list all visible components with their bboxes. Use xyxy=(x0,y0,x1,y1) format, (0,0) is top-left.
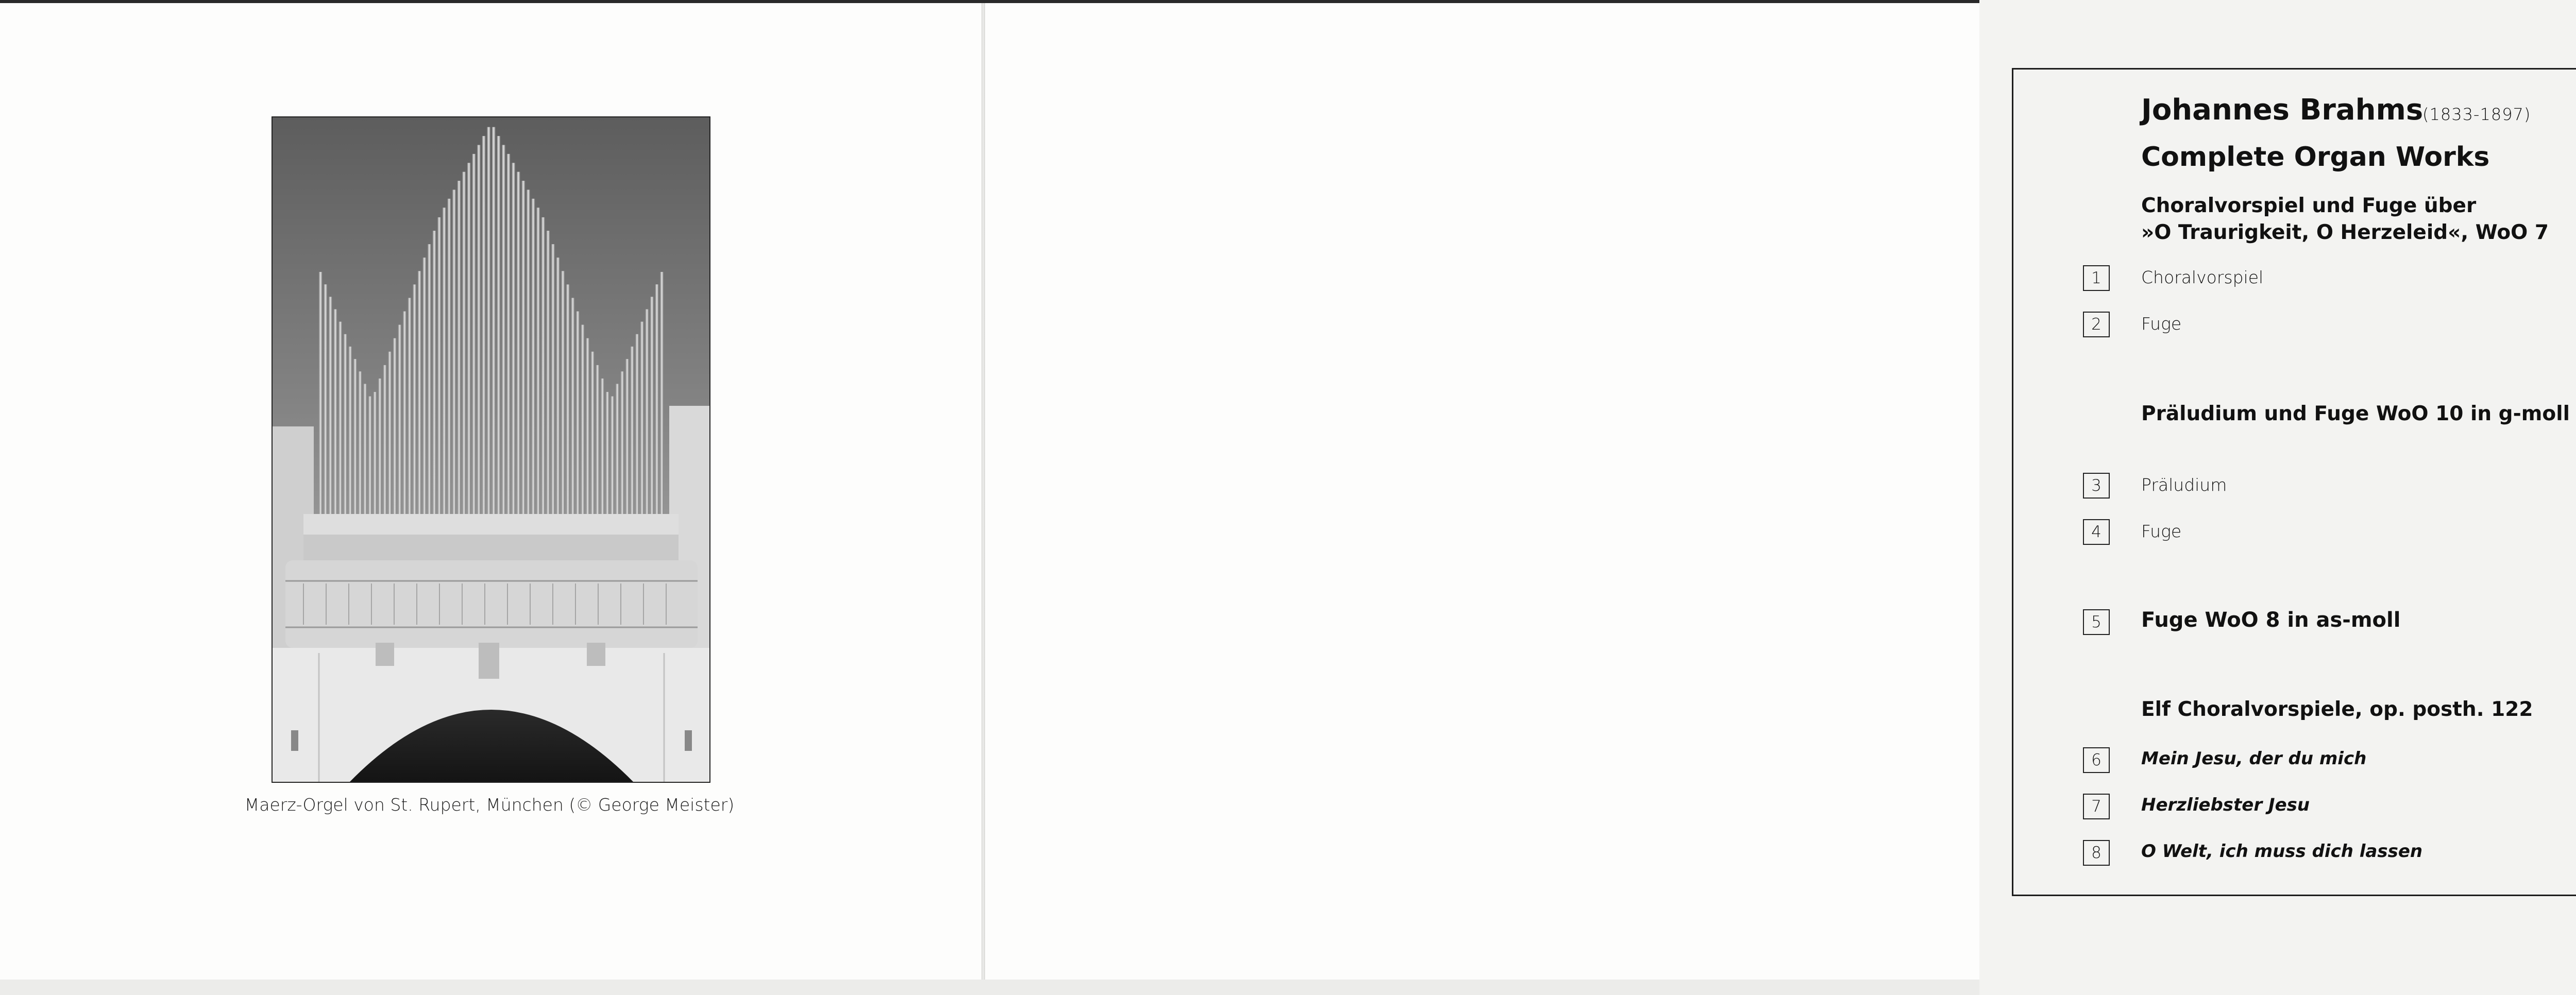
organ-pipe xyxy=(457,181,461,514)
organ-pipe xyxy=(566,284,570,514)
track-number: 6 xyxy=(2083,747,2110,773)
work-title-line: »O Traurigkeit, O Herzeleid«, WoO 7 xyxy=(2141,221,2549,244)
organ-pipe xyxy=(433,231,436,514)
organ-pipe xyxy=(408,298,412,514)
organ-pipe xyxy=(477,145,481,514)
track-number: 7 xyxy=(2083,794,2110,819)
album-title: Complete Organ Works xyxy=(2141,142,2490,173)
organ-pipe xyxy=(556,258,560,514)
organ-pipe xyxy=(428,244,431,514)
organ-pipe xyxy=(452,190,456,514)
organ-pipe xyxy=(349,347,352,514)
organ-pipe xyxy=(625,359,629,514)
organ-pipe xyxy=(363,384,367,514)
organ-pipe xyxy=(571,298,575,514)
track-title: Herzliebster Jesu xyxy=(2141,795,2310,815)
organ-pipe xyxy=(338,322,342,514)
organ-pipe xyxy=(532,199,535,514)
organ-pipe xyxy=(378,379,382,514)
photo-caption: Maerz-Orgel von St. Rupert, München (© George Meister) xyxy=(244,795,735,815)
organ-pipe xyxy=(536,208,540,514)
scan-bottom-edge xyxy=(0,980,1979,995)
organ-pipe xyxy=(527,190,530,514)
organ-pipe xyxy=(398,325,402,514)
track-title: Mein Jesu, der du mich xyxy=(2141,748,2367,769)
organ-pipe xyxy=(646,309,649,514)
track-list-box xyxy=(2012,68,2576,896)
track-number: 3 xyxy=(2083,473,2110,499)
organ-pipe xyxy=(616,384,619,514)
track-title: Fuge WoO 8 in as-moll xyxy=(2141,608,2401,632)
organ-pipe xyxy=(611,397,614,514)
organ-pipe xyxy=(388,352,392,514)
organ-pipe xyxy=(561,271,565,514)
work-title-line: Präludium und Fuge WoO 10 in g-moll xyxy=(2141,402,2570,425)
organ-pipe xyxy=(502,145,505,514)
organ-pipe xyxy=(547,231,550,514)
track-number: 2 xyxy=(2083,312,2110,337)
composer-dates: (1833-1897) xyxy=(2422,105,2531,124)
organ-pipe xyxy=(517,172,520,514)
organ-pipe xyxy=(359,371,362,514)
organ-pipe xyxy=(437,217,441,514)
organ-pipe xyxy=(635,334,639,514)
organ-pipe xyxy=(383,365,387,514)
organ-pipe xyxy=(497,136,501,514)
organ-pipe xyxy=(393,338,397,514)
organ-pipe xyxy=(586,338,589,514)
organ-pipe xyxy=(467,163,471,514)
organ-pipe xyxy=(655,284,659,514)
organ-pipe xyxy=(368,397,372,514)
track-number: 4 xyxy=(2083,519,2110,545)
organ-pipe xyxy=(512,163,515,514)
organ-pipe xyxy=(319,272,323,514)
organ-pipe xyxy=(601,379,604,514)
track-number: 8 xyxy=(2083,840,2110,866)
track-number: 5 xyxy=(2083,609,2110,635)
track-title: Fuge xyxy=(2141,314,2182,334)
organ-pipe xyxy=(353,359,357,514)
booklet-left-page xyxy=(0,3,981,980)
organ-pipe xyxy=(551,244,555,514)
organ-pipe xyxy=(487,127,490,514)
organ-pipe xyxy=(576,312,580,514)
organ-pipe xyxy=(344,334,347,514)
organ-pipe xyxy=(507,154,511,514)
organ-pipe xyxy=(324,284,328,514)
track-title: Fuge xyxy=(2141,521,2182,541)
booklet-spine xyxy=(981,3,985,980)
track-title: Choralvorspiel xyxy=(2141,267,2264,287)
organ-pipe xyxy=(606,392,609,514)
organ-pipe xyxy=(443,208,446,514)
organ-pipe xyxy=(413,284,416,514)
organ-pipe xyxy=(374,392,377,514)
organ-pipe xyxy=(492,127,496,514)
organ-pipe xyxy=(660,272,664,514)
organ-pipe xyxy=(522,181,526,514)
organ-pipe xyxy=(591,352,595,514)
organ-pipe xyxy=(482,136,486,514)
organ-pipe xyxy=(423,258,427,514)
organ-photo xyxy=(272,116,710,783)
track-title: O Welt, ich muss dich lassen xyxy=(2141,841,2423,862)
organ-pipe xyxy=(541,217,545,514)
organ-pipe xyxy=(462,172,466,514)
composer-name: Johannes Brahms xyxy=(2141,93,2424,127)
organ-pipe xyxy=(403,312,406,514)
organ-pipe xyxy=(418,271,421,514)
organ-pipe xyxy=(581,325,585,514)
track-title: Präludium xyxy=(2141,475,2227,495)
work-title-line: Choralvorspiel und Fuge über xyxy=(2141,194,2477,217)
organ-pipe xyxy=(448,199,451,514)
organ-pipe xyxy=(472,154,476,514)
work-title-line: Elf Choralvorspiele, op. posth. 122 xyxy=(2141,698,2533,721)
organ-pipe xyxy=(640,322,644,514)
track-number: 1 xyxy=(2083,265,2110,291)
booklet-right-page xyxy=(985,3,2570,980)
organ-pipe xyxy=(334,309,337,514)
organ-pipe xyxy=(329,297,332,514)
organ-pipe xyxy=(631,347,634,514)
organ-pipe xyxy=(596,365,600,514)
organ-pipe xyxy=(650,297,654,514)
organ-pipe xyxy=(621,371,624,514)
